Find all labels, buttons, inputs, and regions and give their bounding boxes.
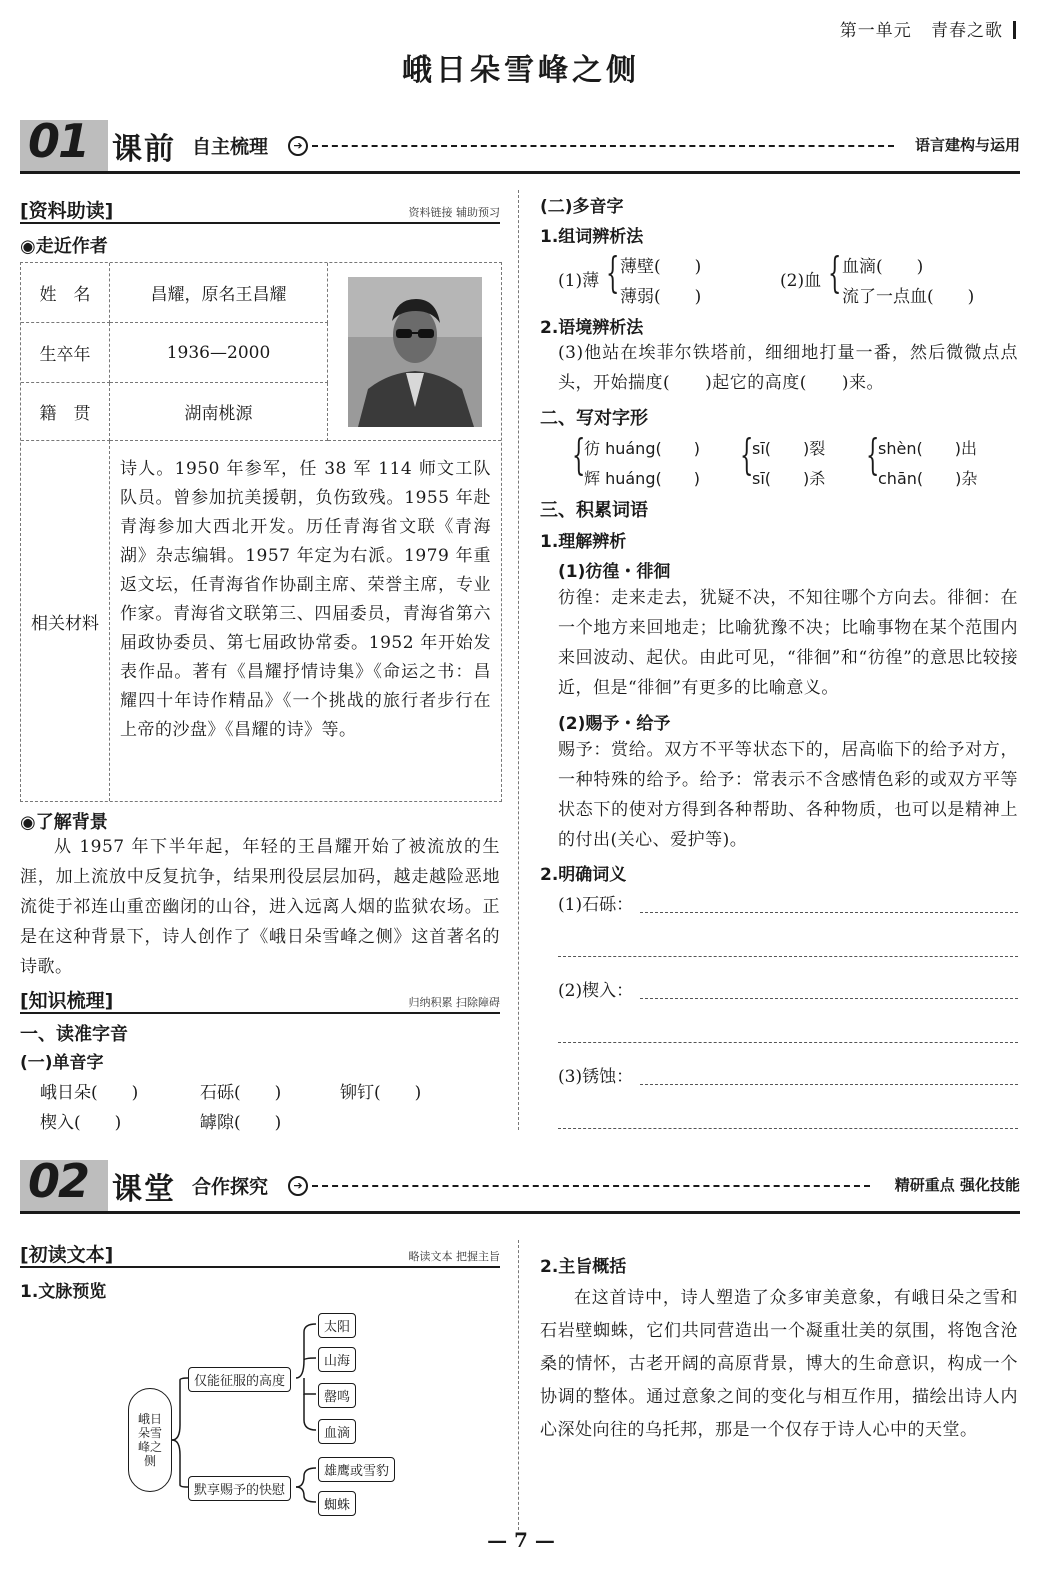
section-banner-inclass <box>20 1156 1020 1214</box>
section-number: 01 <box>28 114 89 168</box>
name-label: 姓 名 <box>21 263 110 323</box>
author-photo-cell <box>328 263 501 441</box>
subsection-ziliao <box>20 196 500 224</box>
method-1-heading: 1.组词辨析法 <box>540 227 644 247</box>
glyph-item: sī( )裂 <box>752 439 826 458</box>
subsection-label: [知识梳理] <box>20 990 114 1012</box>
glyph-heading: 二、写对字形 <box>540 408 648 429</box>
mindmap-leaf: 蜘蛛 <box>318 1491 356 1516</box>
word-pair-1-text: 彷徨：走来走去，犹疑不决，不知往哪个方向去。徘徊：在一个地方来回地走；比喻犹豫不决；比喻事物在某个范围内来回波动、起伏。由此可见，“徘徊”和“彷徨”的意思比较接近，但是“徘徊”有更多的比喻意义。 <box>558 588 1018 698</box>
page-number: — 7 — <box>487 1528 555 1552</box>
single-reading-heading: (一)单音字 <box>20 1053 104 1073</box>
outline-heading: 1.文脉预览 <box>20 1282 107 1302</box>
author-photo <box>348 277 482 427</box>
q2-option-b: 流了一点血( ) <box>842 287 975 307</box>
unit-label: 第一单元 <box>839 21 912 41</box>
mindmap-branch: 仅能征服的高度 <box>188 1367 291 1392</box>
context-question: (3)他站在埃菲尔铁塔前，细细地打量一番，然后微微点点头，开始揣度( )起它的高度( )来。 <box>558 343 1018 393</box>
section-title: 课前 <box>112 132 176 167</box>
author-heading: ◉走近作者 <box>20 236 108 257</box>
answer-line[interactable] <box>558 1042 1018 1043</box>
life-value: 1936—2000 <box>110 323 328 383</box>
q2-option-a: 血滴( ) <box>842 257 924 277</box>
life-label: 生卒年 <box>21 323 110 383</box>
answer-line[interactable] <box>640 912 1018 913</box>
glyph-item: 彷 huáng( ) <box>584 439 700 458</box>
origin-label: 籍 贯 <box>21 383 110 441</box>
define-item-2: (2)楔入： <box>558 981 634 1001</box>
answer-line[interactable] <box>558 956 1018 957</box>
unit-header <box>840 16 1016 41</box>
vocab-heading: 三、积累词语 <box>540 500 648 521</box>
name-value: 昌耀，原名王昌耀 <box>110 263 328 323</box>
method-2-heading: 2.语境辨析法 <box>540 318 644 338</box>
subsection-zhishi <box>20 986 500 1014</box>
mindmap-leaf: 雄鹰或雪豹 <box>318 1457 395 1482</box>
q1-option-a: 薄壁( ) <box>620 257 702 277</box>
single-item: 罅隙( ) <box>200 1113 282 1133</box>
arrow-right-icon: ➔ <box>288 136 308 156</box>
answer-line[interactable] <box>640 1084 1018 1085</box>
origin-value: 湖南桃源 <box>110 383 328 441</box>
theme-heading: 2.主旨概括 <box>540 1257 627 1277</box>
section-banner-prelesson <box>20 116 1020 174</box>
section-tagline: 语言建构与运用 <box>914 136 1020 154</box>
section-subtitle: 合作探究 <box>192 1176 269 1198</box>
single-item: 石砾( ) <box>200 1083 282 1103</box>
subsection-label: [初读文本] <box>20 1244 114 1266</box>
subsection-hint: 资料链接 辅助预习 <box>408 206 500 219</box>
subsection-label: [资料助读] <box>20 200 114 222</box>
section-title: 课堂 <box>112 1172 176 1207</box>
glyph-item: shèn( )出 <box>878 439 977 458</box>
background-heading: ◉了解背景 <box>20 812 108 833</box>
glyph-item: 辉 huáng( ) <box>584 469 700 488</box>
word-pair-2-heading: (2)赐予・给予 <box>558 714 671 734</box>
page-title: 峨日朵雪峰之侧 <box>402 53 640 88</box>
define-heading: 2.明确词义 <box>540 865 627 885</box>
unit-theme: 青春之歌 <box>931 21 1003 41</box>
mindmap-leaf: 山海 <box>318 1347 356 1372</box>
q2-label: (2)血 <box>780 271 822 291</box>
q1-label: (1)薄 <box>558 271 600 291</box>
section-number: 02 <box>28 1154 89 1208</box>
background-text: 从 1957 年下半年起，年轻的王昌耀开始了被流放的生涯，加上流放中反复抗争，结果刑役层层加码，越走越险恶地流徙于祁连山重峦幽闭的山谷，进入远离人烟的监狱农场。正是在这种背景下，诗人创作了《峨日朵雪峰之侧》这首著名的诗歌。 <box>20 837 500 977</box>
subsection-hint: 略读文本 把握主旨 <box>408 1250 500 1263</box>
author-table <box>20 262 502 802</box>
subsection-chudu <box>20 1240 500 1268</box>
q1-option-b: 薄弱( ) <box>620 287 702 307</box>
word-pair-1-heading: (1)彷徨・徘徊 <box>558 562 671 582</box>
define-item-1: (1)石砾： <box>558 895 634 915</box>
section-tagline: 精研重点 强化技能 <box>894 1176 1020 1194</box>
single-item: 铆钉( ) <box>340 1083 422 1103</box>
understand-heading: 1.理解辨析 <box>540 532 627 552</box>
glyph-item: sī( )杀 <box>752 469 826 488</box>
answer-line[interactable] <box>558 1128 1018 1129</box>
material-text: 诗人。1950 年参军，任 38 军 114 师文工队队员。曾参加抗美援朝，负伤致残。1955 年赴青海参加大西北开发。历任青海省文联《青海湖》杂志编辑。1957 年定为右派。1979 年重返文坛，任青海省作协副主席、荣誉主席，专业作家。青海省文联第三、四届委员，青海省第六届政协委员、第七届政协常委。1952 年开始发表作品。著有《昌耀抒情诗集》《命运之书：昌耀四十年诗作精品》《一个挑战的旅行者步行在上帝的沙盘》《昌耀的诗》等。 <box>120 459 491 740</box>
mindmap-branch: 默享赐予的快慰 <box>188 1476 291 1501</box>
polyphone-heading: (二)多音字 <box>540 197 624 217</box>
mindmap-leaf: 罄鸣 <box>318 1383 356 1408</box>
glyph-item: chān( )杂 <box>878 469 978 488</box>
arrow-right-icon: ➔ <box>288 1176 308 1196</box>
material-label: 相关材料 <box>21 441 110 801</box>
single-item: 楔入( ) <box>40 1113 122 1133</box>
mindmap-leaf: 血滴 <box>318 1419 356 1444</box>
theme-text: 在这首诗中，诗人塑造了众多审美意象，有峨日朵之雪和石岩壁蜘蛛，它们共同营造出一个凝重壮美的氛围，将饱含沧桑的情怀，古老开阔的高原背景，博大的生命意识，构成一个协调的整体。通过意象之间的变化与相互作用，描绘出诗人内心深处向往的乌托邦，那是一个仅存于诗人心中的天堂。 <box>540 1288 1018 1440</box>
mindmap-leaf: 太阳 <box>318 1313 356 1338</box>
single-item: 峨日朵( ) <box>40 1083 139 1103</box>
subsection-hint: 归纳积累 扫除障碍 <box>408 996 500 1009</box>
section-subtitle: 自主梳理 <box>192 136 269 158</box>
word-pair-2-text: 赐予：赏给。双方不平等状态下的，居高临下的给予对方，一种特殊的给予。给予：常表示不含感情色彩的或双方平等状态下的使对方得到各种帮助、各种物质，也可以是精神上的付出(关心、爱护等)。 <box>558 740 1018 850</box>
pronunciation-heading: 一、读准字音 <box>20 1024 128 1045</box>
mindmap-root: 峨日朵雪峰之侧 <box>128 1388 172 1492</box>
define-item-3: (3)锈蚀： <box>558 1067 634 1087</box>
page-number-value: 7 <box>514 1528 528 1552</box>
answer-line[interactable] <box>640 998 1018 999</box>
